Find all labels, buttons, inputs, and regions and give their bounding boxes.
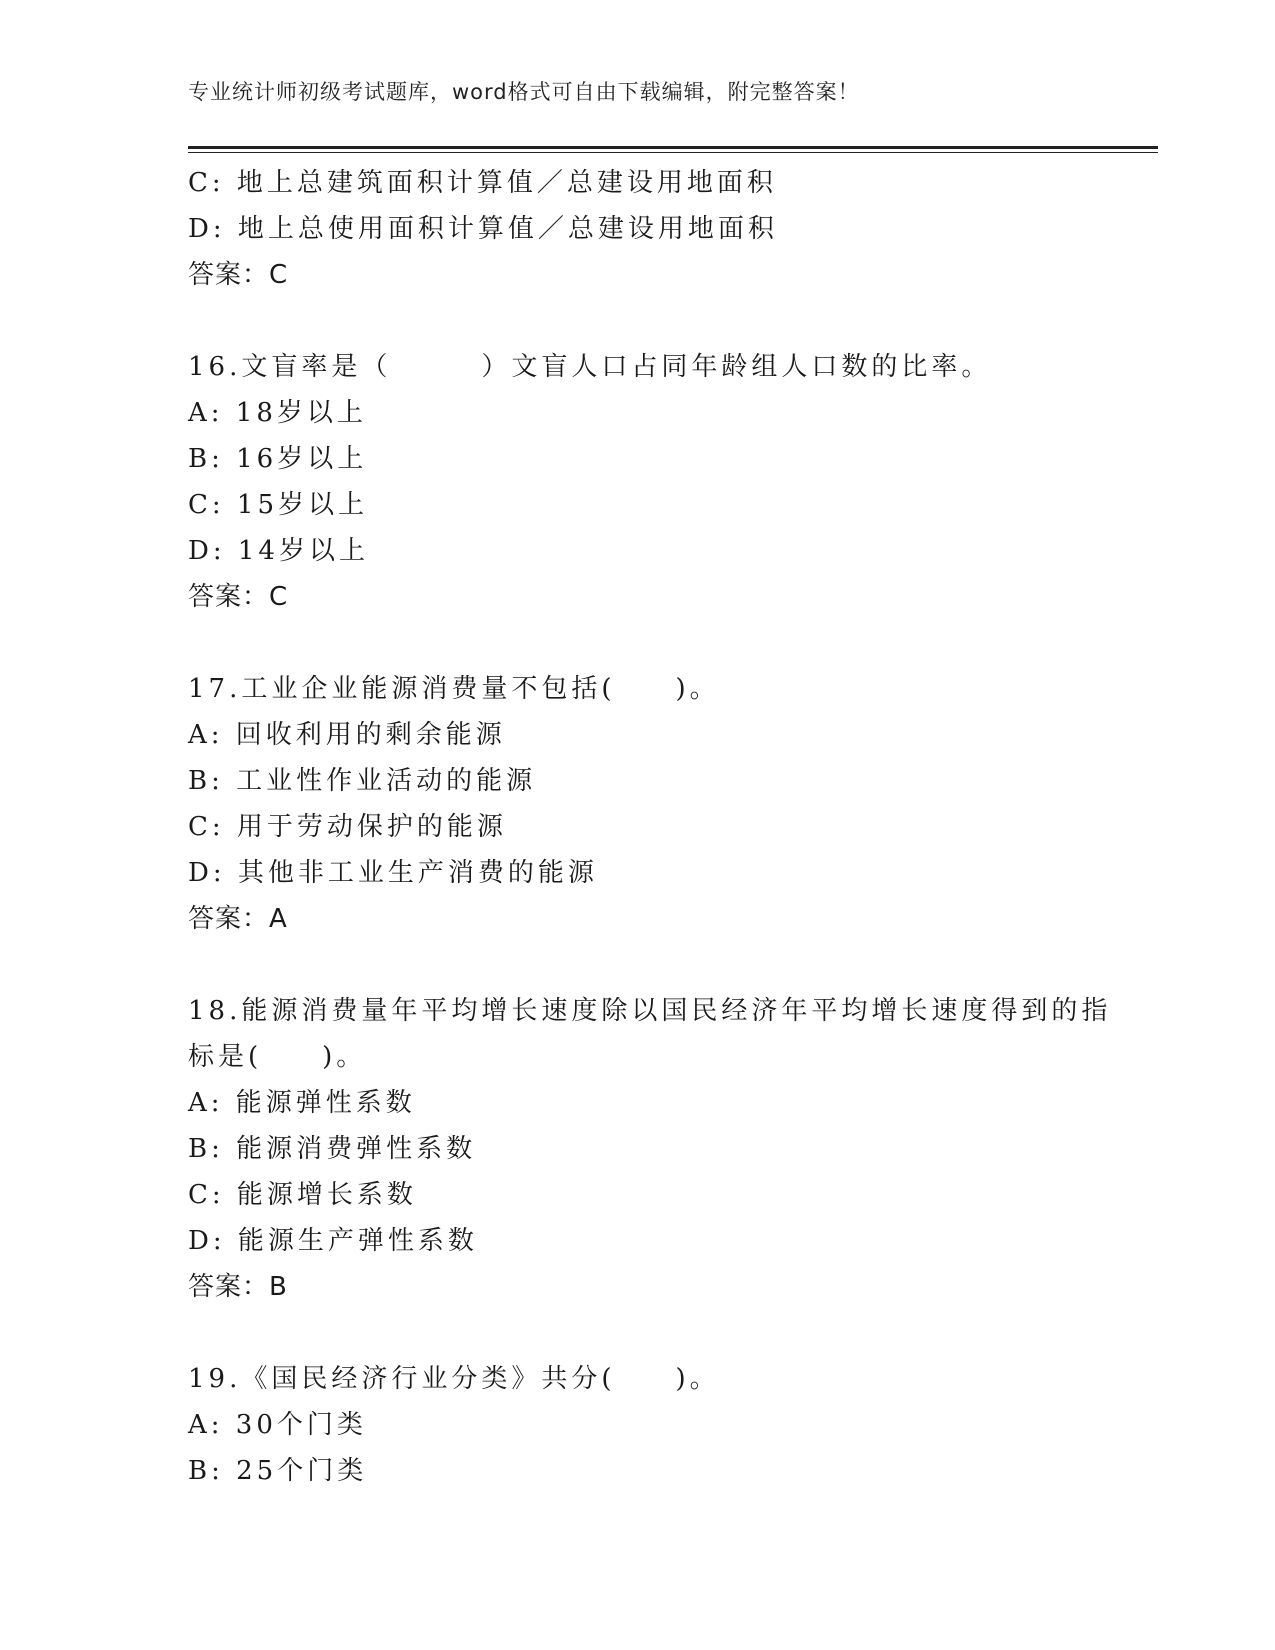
option-d: D: 14岁以上 [188,536,369,566]
question-15-continued [188,160,1148,298]
option-b: B: 工业性作业活动的能源 [188,766,537,796]
option-a: A: 能源弹性系数 [188,1088,416,1118]
option-c: C: 能源增长系数 [188,1180,417,1210]
question-stem: 19.《国民经济行业分类》共分( )。 [188,1364,720,1394]
header-rule-thin [188,152,1158,153]
answer-line: 答案：A [188,904,288,934]
option-b: B: 25个门类 [188,1456,368,1486]
option-a: A: 18岁以上 [188,398,367,428]
option-a: A: 回收利用的剩余能源 [188,720,506,750]
option-c: C: 地上总建筑面积计算值／总建设用地面积 [188,168,777,198]
question-19 [188,1356,1148,1494]
question-stem: 16.文盲率是（ ）文盲人口占同年龄组人口数的比率。 [188,352,992,382]
answer-line: 答案：B [188,1272,288,1302]
answer-line: 答案：C [188,582,289,612]
question-stem-line-2: 标是( )。 [188,1042,367,1072]
option-d: D: 地上总使用面积计算值／总建设用地面积 [188,214,778,244]
question-17 [188,666,1148,942]
option-b: B: 16岁以上 [188,444,368,474]
option-c: C: 15岁以上 [188,490,369,520]
page-header: 专业统计师初级考试题库，word格式可自由下载编辑，附完整答案！ [188,80,860,104]
option-d: D: 能源生产弹性系数 [188,1226,478,1256]
option-c: C: 用于劳动保护的能源 [188,812,507,842]
question-list [188,160,1148,1494]
header-rule-thick [188,146,1158,149]
question-18 [188,988,1148,1310]
option-d: D: 其他非工业生产消费的能源 [188,858,598,888]
question-16 [188,344,1148,620]
question-stem-line-1: 18.能源消费量年平均增长速度除以国民经济年平均增长速度得到的指 [188,996,1112,1026]
option-a: A: 30个门类 [188,1410,367,1440]
option-b: B: 能源消费弹性系数 [188,1134,477,1164]
question-stem: 17.工业企业能源消费量不包括( )。 [188,674,720,704]
answer-line: 答案：C [188,260,289,290]
